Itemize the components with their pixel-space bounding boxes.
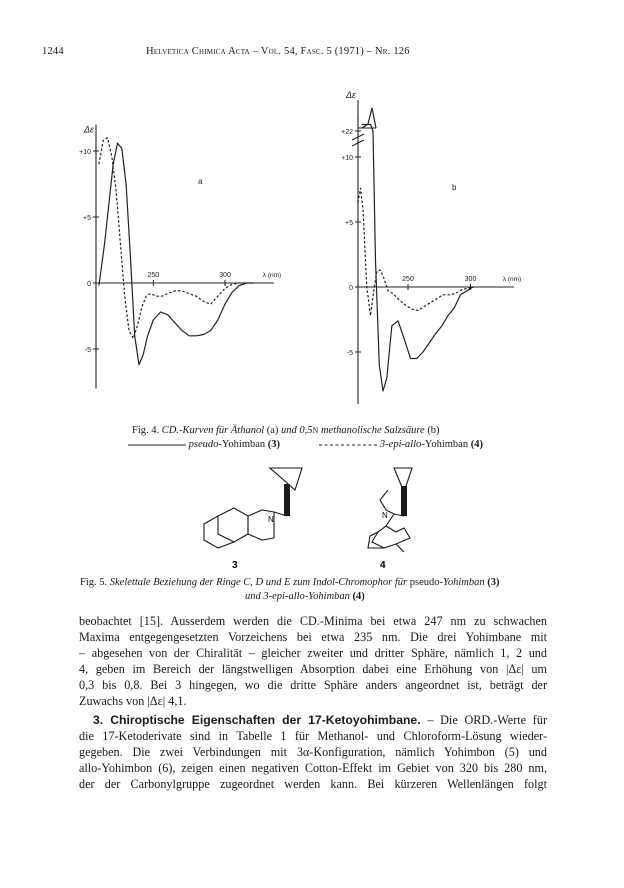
body-line: 0,3 bis 0,8. Bei 3 hingegen, wo die dritte Sphäre anders angeordnet ist, beträgt der: [79, 678, 547, 692]
fig4-caption-b: (b): [427, 425, 440, 436]
fig5-caption-yoh: Yohimban: [443, 577, 485, 588]
fig4-caption-und: und 0,5: [281, 425, 313, 436]
body-line: – abgesehen von der Chiralität – gleicher zweiter und dritter Sphäre, nämlich 1, 2 und: [79, 646, 547, 660]
running-title: Helvetica Chimica Acta – Vol. 54, Fasc. 5 (1971) – Nr. 126: [146, 46, 410, 57]
y-tick-label: +10: [79, 149, 91, 156]
series-solid-line: [99, 143, 254, 365]
y-tick-label: 0: [87, 281, 91, 288]
legend-dashed-rest: -Yohimban: [421, 439, 469, 450]
x-tick-label: 250: [402, 276, 414, 283]
structure-3-n: N: [268, 515, 274, 524]
fig5-caption-prefix: Fig. 5.: [80, 577, 108, 588]
fig4-caption-prefix: Fig. 4.: [132, 425, 160, 436]
x-axis-label: λ (nm): [502, 276, 522, 283]
body-line: 4, geben im Bereich der längstwelligen Absorption dabei eine Erhöhung von |Δε| um: [79, 662, 547, 676]
panel-a: [79, 125, 281, 389]
panel-label: a: [198, 177, 203, 186]
fig5-caption-line1: [80, 576, 500, 590]
fig5-caption-line2: [245, 590, 365, 604]
fig4-caption-main: CD.-Kurven für Äthanol: [161, 425, 265, 436]
fig5-caption-num3: (3): [487, 577, 500, 588]
structure-3-label: 3: [232, 560, 238, 571]
body-line: die 17-Ketoderivate sind in Tabelle 1 für Methanol- und Chloroform-Lösung wieder-: [79, 729, 547, 743]
body-line: gegeben. Die zwei Verbindungen mit 3α-Konfiguration, nämlich Yohimbon (5) und: [79, 745, 547, 759]
structure-4-label: 4: [380, 560, 386, 571]
body-line: Zuwachs von |Δε| 4,1.: [79, 694, 187, 708]
body-line: allo-Yohimbon (6), zeigen einen negativen Cotton-Effekt im Gebiet von 320 bis 280 nm,: [79, 761, 547, 775]
legend-solid-rest: -Yohimban: [218, 439, 266, 450]
fig4-caption-rest: methanolische Salzsäure: [320, 425, 425, 436]
structure-3: [204, 468, 302, 548]
section-heading-rest: – Die ORD.-Werte für: [427, 713, 548, 727]
y-axis-label: Δε: [84, 124, 94, 135]
structure-4-n: N: [382, 511, 388, 520]
x-axis-label: λ (nm): [262, 272, 282, 279]
structure-4: [368, 468, 412, 552]
y-axis-label: Δε: [346, 90, 356, 100]
fig5-caption-num4: (4): [352, 591, 365, 602]
fig4-legend: [128, 438, 483, 452]
x-tick-label: 300: [219, 272, 231, 279]
fig5-caption-epi: 3-epi-allo-: [263, 591, 309, 602]
fig5-caption-text: Skelettale Beziehung der Ringe C, D und E zum Indol-Chromophor für: [109, 577, 408, 588]
y-tick-label: +5: [83, 215, 91, 222]
body-line: der der Carbonylgruppe zugeordnet werden kann. Bei kürzeren Wellenlängen folgt: [79, 777, 547, 791]
page-number: 1244: [42, 46, 64, 57]
fig4-caption: [132, 424, 440, 438]
y-tick-label: +5: [345, 220, 353, 227]
x-tick-label: 300: [464, 276, 477, 283]
legend-dashed-italic: 3-epi-allo: [379, 439, 422, 450]
legend-solid-italic: pseudo: [188, 439, 219, 450]
fig5-caption-pseudo: pseudo-: [409, 577, 444, 588]
fig5-caption-und: und: [245, 591, 261, 602]
fig5-caption-yoh2: Yohimban: [308, 591, 350, 602]
legend-dashed-num: (4): [470, 439, 483, 450]
legend-solid-num: (3): [267, 439, 281, 450]
y-tick-label: -5: [84, 347, 91, 354]
legend-solid-line: [128, 441, 186, 449]
fig4-caption-a: (a): [266, 425, 279, 436]
x-tick-label: 250: [147, 272, 160, 279]
y-tick-label: +10: [341, 155, 353, 162]
body-paragraph-2: [79, 712, 547, 792]
series-dashed-line: [99, 138, 247, 339]
body-paragraph-1: [79, 613, 547, 709]
section-heading: [79, 712, 547, 728]
legend-dashed: [319, 438, 483, 452]
series-solid-line: [362, 125, 473, 392]
body-line: Maxima entgegengesetzten Vorzeichens bei etwa 235 nm. Die drei Yohimbane mit: [79, 630, 547, 644]
fig4-caption-n: N: [312, 426, 319, 435]
y-tick-label: -5: [346, 350, 353, 357]
legend-solid: [128, 438, 280, 452]
body-line: beobachtet [15]. Ausserdem werden die CD.-Minima bei etwa 247 nm zu schwachen: [79, 614, 547, 628]
y-tick-label: +22: [341, 129, 353, 136]
legend-dashed-line: [319, 441, 377, 449]
y-tick-label: 0: [349, 285, 353, 292]
section-heading-title: 3. Chiroptische Eigenschaften der 17-Ketoyohimbane.: [93, 713, 421, 727]
figure-5-structures: [190, 462, 440, 574]
panel-b: [341, 90, 521, 404]
panel-label: b: [452, 183, 457, 192]
